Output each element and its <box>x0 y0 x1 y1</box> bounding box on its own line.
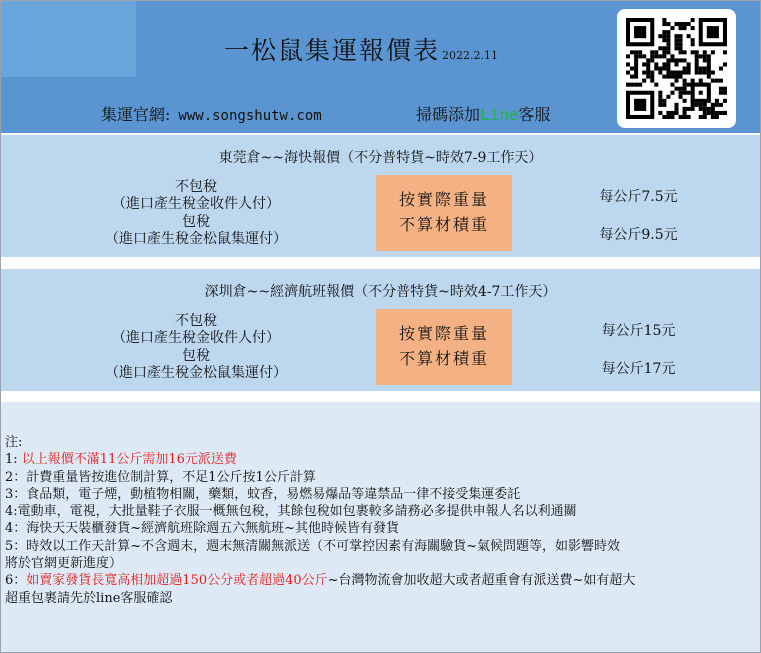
note-text-red: 如賣家發貨長寬高相加超過150公分或者超過40公斤 <box>26 573 328 589</box>
qr-module <box>666 58 670 62</box>
qr-module <box>658 111 662 115</box>
qr-module <box>674 75 678 79</box>
qr-module <box>679 58 683 62</box>
qr-module <box>711 50 715 54</box>
qr-module <box>707 111 711 115</box>
qr-module <box>687 115 691 119</box>
qr-module <box>650 71 654 75</box>
qr-module <box>719 87 723 91</box>
qr-module <box>699 54 703 58</box>
note-item <box>5 451 757 468</box>
qr-module <box>674 38 678 42</box>
qr-module <box>674 46 678 50</box>
qr-module <box>674 87 678 91</box>
qr-module <box>707 62 711 66</box>
qr-module <box>646 62 650 66</box>
qr-module <box>674 58 678 62</box>
qr-module <box>715 79 719 83</box>
qr-module <box>638 83 642 87</box>
qr-module <box>662 99 666 103</box>
qr-module <box>699 107 703 111</box>
qr-module <box>687 107 691 111</box>
qr-module <box>703 103 707 107</box>
qr-module <box>662 66 666 70</box>
qr-module <box>662 103 666 107</box>
qr-module <box>642 79 646 83</box>
qr-module <box>634 50 638 54</box>
qr-module <box>703 50 707 54</box>
qr-module <box>679 34 683 38</box>
qr-module <box>646 75 650 79</box>
qr-module <box>695 54 699 58</box>
qr-module <box>679 115 683 119</box>
qr-module <box>658 71 662 75</box>
qr-module <box>670 26 674 30</box>
notes-heading: 注: <box>5 435 23 450</box>
note-item <box>5 572 757 589</box>
line-service-row <box>416 102 551 125</box>
shenzhen-price-section <box>1 269 760 391</box>
weight-rule-line: 按實際重量 <box>398 324 489 343</box>
qr-module <box>626 62 630 66</box>
qr-module <box>719 91 723 95</box>
qr-module <box>683 79 687 83</box>
qr-module <box>670 58 674 62</box>
qr-module <box>650 54 654 58</box>
option-name: 不包稅 <box>175 313 217 329</box>
note-item: 3：食品類，電子煙，動植物相關，藥類，蚊香，易燃易爆品等違禁品一律不接受集運委託 <box>5 486 521 502</box>
qr-module <box>666 71 670 75</box>
note-item: 超重包裹請先於line客服確認 <box>5 590 173 606</box>
price-no-tax: 每公斤15元 <box>601 323 676 339</box>
qr-module <box>642 62 646 66</box>
qr-module <box>670 54 674 58</box>
qr-module <box>719 79 723 83</box>
qr-module <box>630 66 634 70</box>
qr-module <box>687 22 691 26</box>
qr-module <box>670 111 674 115</box>
qr-module <box>674 111 678 115</box>
qr-module <box>683 26 687 30</box>
option-note: （進口產生稅金收件人付） <box>112 330 280 346</box>
qr-module <box>699 115 703 119</box>
dongguan-price-section <box>1 135 760 257</box>
qr-module <box>658 103 662 107</box>
qr-module <box>658 66 662 70</box>
qr-module <box>707 66 711 70</box>
tax-included-option <box>61 214 331 248</box>
qr-module <box>638 50 642 54</box>
note-text: ~台灣物流會加收超大或者超重會有派送費~如有超大 <box>327 573 636 589</box>
qr-module <box>670 75 674 79</box>
qr-module <box>674 42 678 46</box>
qr-module <box>658 54 662 58</box>
qr-module <box>658 46 662 50</box>
qr-module <box>658 91 662 95</box>
qr-module <box>662 54 666 58</box>
price-tax-included: 每公斤17元 <box>601 361 676 377</box>
qr-module <box>666 22 670 26</box>
qr-module <box>687 71 691 75</box>
qr-module <box>658 34 662 38</box>
qr-module <box>666 38 670 42</box>
qr-module <box>666 50 670 54</box>
qr-module <box>666 111 670 115</box>
qr-module <box>683 71 687 75</box>
qr-module <box>654 54 658 58</box>
qr-module <box>691 107 695 111</box>
qr-module <box>666 95 670 99</box>
note-item: 5：時效以工作天計算~不含週末，週末無清關無派送（不可掌控因素有海關驗貨~氣候問題等，如影響時效 <box>5 538 621 554</box>
option-note: （進口產生稅金松鼠集運付） <box>105 231 287 247</box>
qr-module <box>666 66 670 70</box>
qr-module <box>699 91 703 95</box>
qr-module <box>691 26 695 30</box>
qr-module <box>634 71 638 75</box>
qr-module <box>707 54 711 58</box>
qr-module <box>666 62 670 66</box>
weight-rule-line: 按實際重量 <box>398 190 489 209</box>
qr-module <box>723 91 727 95</box>
note-item: 4：海快天天裝櫃發貨~經濟航班除週五六無航班~其他時候皆有發貨 <box>5 521 400 537</box>
qr-module <box>683 58 687 62</box>
qr-module <box>634 99 646 111</box>
qr-module <box>683 22 687 26</box>
qr-module <box>715 111 719 115</box>
weight-rule-box <box>376 175 512 251</box>
qr-module <box>650 50 654 54</box>
qr-module <box>695 103 699 107</box>
qr-module <box>634 26 646 38</box>
qr-module <box>662 30 666 34</box>
qr-module <box>642 71 646 75</box>
qr-module <box>695 71 699 75</box>
qr-module <box>715 99 719 103</box>
website-url[interactable]: www.songshutw.com <box>178 108 322 124</box>
qr-module <box>711 115 715 119</box>
qr-module <box>630 50 634 54</box>
header-accent <box>1 1 136 77</box>
qr-module <box>658 95 662 99</box>
qr-module <box>634 54 638 58</box>
qr-module <box>699 103 703 107</box>
qr-module <box>646 71 650 75</box>
qr-module <box>674 62 678 66</box>
section-title: 東莞倉~~海快報價（不分普特貨~時效7-9工作天） <box>218 150 543 166</box>
qr-module <box>695 50 699 54</box>
weight-rule-box <box>376 309 512 385</box>
qr-module <box>630 75 634 79</box>
qr-module <box>626 71 630 75</box>
qr-module <box>654 83 658 87</box>
qr-module <box>658 99 662 103</box>
qr-module <box>662 22 666 26</box>
qr-module <box>670 71 674 75</box>
qr-module <box>670 91 674 95</box>
qr-module <box>642 54 646 58</box>
qr-module <box>654 62 658 66</box>
qr-module <box>683 107 687 111</box>
qr-module <box>662 18 666 22</box>
qr-module <box>683 99 687 103</box>
qr-module <box>679 22 683 26</box>
qr-module <box>683 87 687 91</box>
qr-module <box>723 87 727 91</box>
weight-rule-line: 不算材積重 <box>398 349 489 368</box>
scan-suffix: 客服 <box>518 105 551 124</box>
title-row <box>224 31 498 67</box>
section-title: 深圳倉~~經濟航班報價（不分普特貨~時效4-7工作天） <box>204 284 557 300</box>
qr-module <box>679 75 683 79</box>
qr-module <box>699 66 703 70</box>
qr-module <box>670 115 674 119</box>
qr-module <box>634 83 638 87</box>
note-item: 2：計費重量皆按進位制計算，不足1公斤按1公斤計算 <box>5 469 316 485</box>
qr-module <box>687 66 691 70</box>
qr-module <box>703 66 707 70</box>
header-banner <box>1 1 760 133</box>
qr-module <box>703 58 707 62</box>
qr-module <box>666 30 670 34</box>
qr-module <box>674 22 678 26</box>
qr-module <box>679 42 683 46</box>
qr-module <box>662 75 666 79</box>
tax-included-option <box>61 348 331 382</box>
qr-module <box>723 99 727 103</box>
qr-module <box>703 71 707 75</box>
qr-module <box>691 79 695 83</box>
qr-module <box>691 42 695 46</box>
qr-module <box>723 62 727 66</box>
qr-module <box>662 46 666 50</box>
qr-module <box>626 83 630 87</box>
qr-module <box>711 111 715 115</box>
qr-module <box>699 79 703 83</box>
option-name: 不包稅 <box>175 179 217 195</box>
option-note: （進口產生稅金松鼠集運付） <box>105 365 287 381</box>
qr-module <box>707 26 719 38</box>
qr-module <box>646 66 650 70</box>
qr-module <box>650 75 654 79</box>
qr-module <box>674 103 678 107</box>
qr-module <box>666 115 670 119</box>
qr-module <box>674 107 678 111</box>
qr-module <box>630 83 634 87</box>
note-item: 將於官網更新進度） <box>5 556 123 572</box>
qr-module <box>707 75 711 79</box>
qr-module <box>703 54 707 58</box>
qr-module <box>719 103 723 107</box>
qr-module <box>695 62 699 66</box>
qr-module <box>683 50 687 54</box>
qr-module <box>662 38 666 42</box>
qr-module <box>638 54 642 58</box>
weight-rule-line: 不算材積重 <box>398 215 489 234</box>
note-item: 4:電動車，電視，大批量鞋子衣服一概無包稅，其餘包稅如包裹較多請務必多提供申報人名以利通關 <box>5 504 577 520</box>
qr-module <box>679 50 683 54</box>
no-tax-option <box>61 179 331 213</box>
qr-module <box>719 66 723 70</box>
qr-module <box>691 50 695 54</box>
qr-code-icon[interactable] <box>617 9 736 128</box>
qr-module <box>699 71 703 75</box>
qr-module <box>674 71 678 75</box>
qr-module <box>691 18 695 22</box>
qr-module <box>634 58 638 62</box>
qr-module <box>723 111 727 115</box>
qr-module <box>703 111 707 115</box>
qr-module <box>711 79 715 83</box>
qr-module <box>687 34 691 38</box>
price-no-tax: 每公斤7.5元 <box>599 189 678 205</box>
qr-module <box>719 111 723 115</box>
qr-module <box>683 91 687 95</box>
qr-module <box>703 107 707 111</box>
option-name: 包稅 <box>182 214 210 230</box>
note-text: 以上報價不滿11公斤需加16元派送費 <box>21 452 237 468</box>
qr-module <box>683 83 687 87</box>
qr-module <box>691 38 695 42</box>
qr-module <box>695 66 699 70</box>
line-word: Line <box>480 105 519 124</box>
qr-module <box>695 58 699 62</box>
qr-module <box>707 107 711 111</box>
qr-module <box>679 46 683 50</box>
qr-module <box>687 62 691 66</box>
option-note: （進口產生稅金收件人付） <box>112 196 280 212</box>
qr-module <box>634 66 638 70</box>
qr-module <box>662 50 666 54</box>
qr-module <box>679 71 683 75</box>
qr-module <box>683 111 687 115</box>
option-name: 包稅 <box>182 348 210 364</box>
qr-module <box>679 38 683 42</box>
qr-module <box>683 66 687 70</box>
qr-module <box>723 50 727 54</box>
qr-module <box>703 115 707 119</box>
qr-module <box>679 95 683 99</box>
qr-module <box>679 91 683 95</box>
website-label: 集運官網: <box>101 105 171 124</box>
qr-module <box>666 46 670 50</box>
qr-module <box>646 58 650 62</box>
qr-module <box>707 58 711 62</box>
notes-section <box>1 402 760 652</box>
qr-module <box>662 115 666 119</box>
website-row <box>101 102 322 125</box>
qr-module <box>670 83 674 87</box>
qr-module <box>707 71 711 75</box>
qr-module <box>654 66 658 70</box>
notes-list <box>5 434 757 607</box>
qr-module <box>662 34 666 38</box>
qr-module <box>650 58 654 62</box>
date-label: 2022.2.11 <box>442 49 498 62</box>
qr-module <box>711 107 715 111</box>
page-title: 一松鼠集運報價表 <box>224 36 441 65</box>
qr-module <box>666 75 670 79</box>
qr-module <box>711 71 715 75</box>
price-tax-included: 每公斤9.5元 <box>599 227 678 243</box>
qr-module <box>666 34 670 38</box>
qr-module <box>687 91 691 95</box>
qr-module <box>674 34 678 38</box>
qr-module <box>679 87 683 91</box>
qr-module <box>634 62 638 66</box>
qr-module <box>650 79 654 83</box>
qr-module <box>679 26 683 30</box>
qr-module <box>683 115 687 119</box>
qr-module <box>674 79 678 83</box>
qr-module <box>654 50 658 54</box>
qr-module <box>715 103 719 107</box>
qr-module <box>626 54 630 58</box>
no-tax-option <box>61 313 331 347</box>
note-number: 1: <box>5 452 18 468</box>
qr-module <box>715 115 719 119</box>
scan-prefix: 掃碼添加 <box>416 105 481 124</box>
qr-module <box>687 83 691 87</box>
note-number: 6： <box>5 573 27 589</box>
qr-module <box>711 103 715 107</box>
qr-module <box>691 103 695 107</box>
qr-module <box>662 62 666 66</box>
qr-code-graphic <box>626 18 727 119</box>
qr-module <box>666 42 670 46</box>
qr-module <box>634 75 638 79</box>
